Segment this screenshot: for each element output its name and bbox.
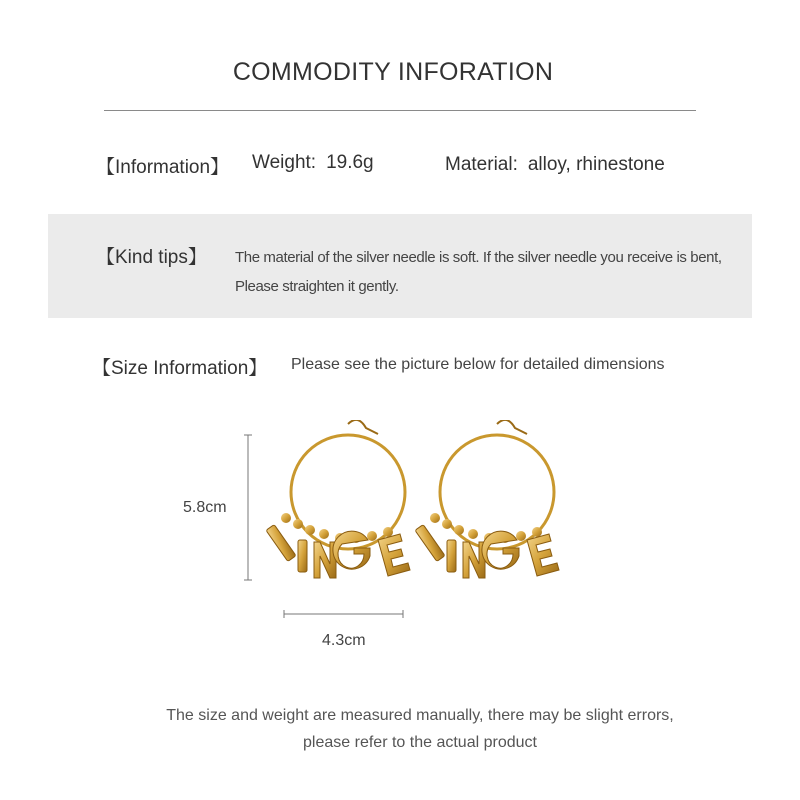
width-dimension-line [284,610,403,618]
material-label: Material: [445,154,518,175]
earring-image [160,420,640,670]
product-image-area [160,420,640,670]
footer-line-1: The size and weight are measured manually, there may be slight errors, [166,707,674,724]
weight-value: 19.6g [326,152,374,173]
height-value: 5.8cm [183,499,227,516]
material-field [445,154,665,176]
kind-tips-text [235,243,740,301]
footer-note [0,702,800,756]
size-information-note: Please see the picture below for detailed dimensions [291,356,665,373]
weight-label: Weight: [252,152,317,173]
weight-field [252,152,374,174]
material-value: alloy, rhinestone [527,154,665,175]
title-divider [104,110,696,111]
kind-tips-line-1: The material of the silver needle is soft. If the silver needle you receive is bent, [235,249,722,266]
kind-tips-line-2: Please straighten it gently. [235,278,399,295]
kind-tips-label: 【Kind tips】 [96,247,207,268]
footer-line-2: please refer to the actual product [303,734,537,751]
page-title: COMMODITY INFORATION [232,58,554,86]
width-value: 4.3cm [322,632,366,649]
information-label: 【Information】 [96,157,230,178]
size-information-label: 【Size Information】 [92,358,268,379]
height-dimension-line [244,435,252,580]
